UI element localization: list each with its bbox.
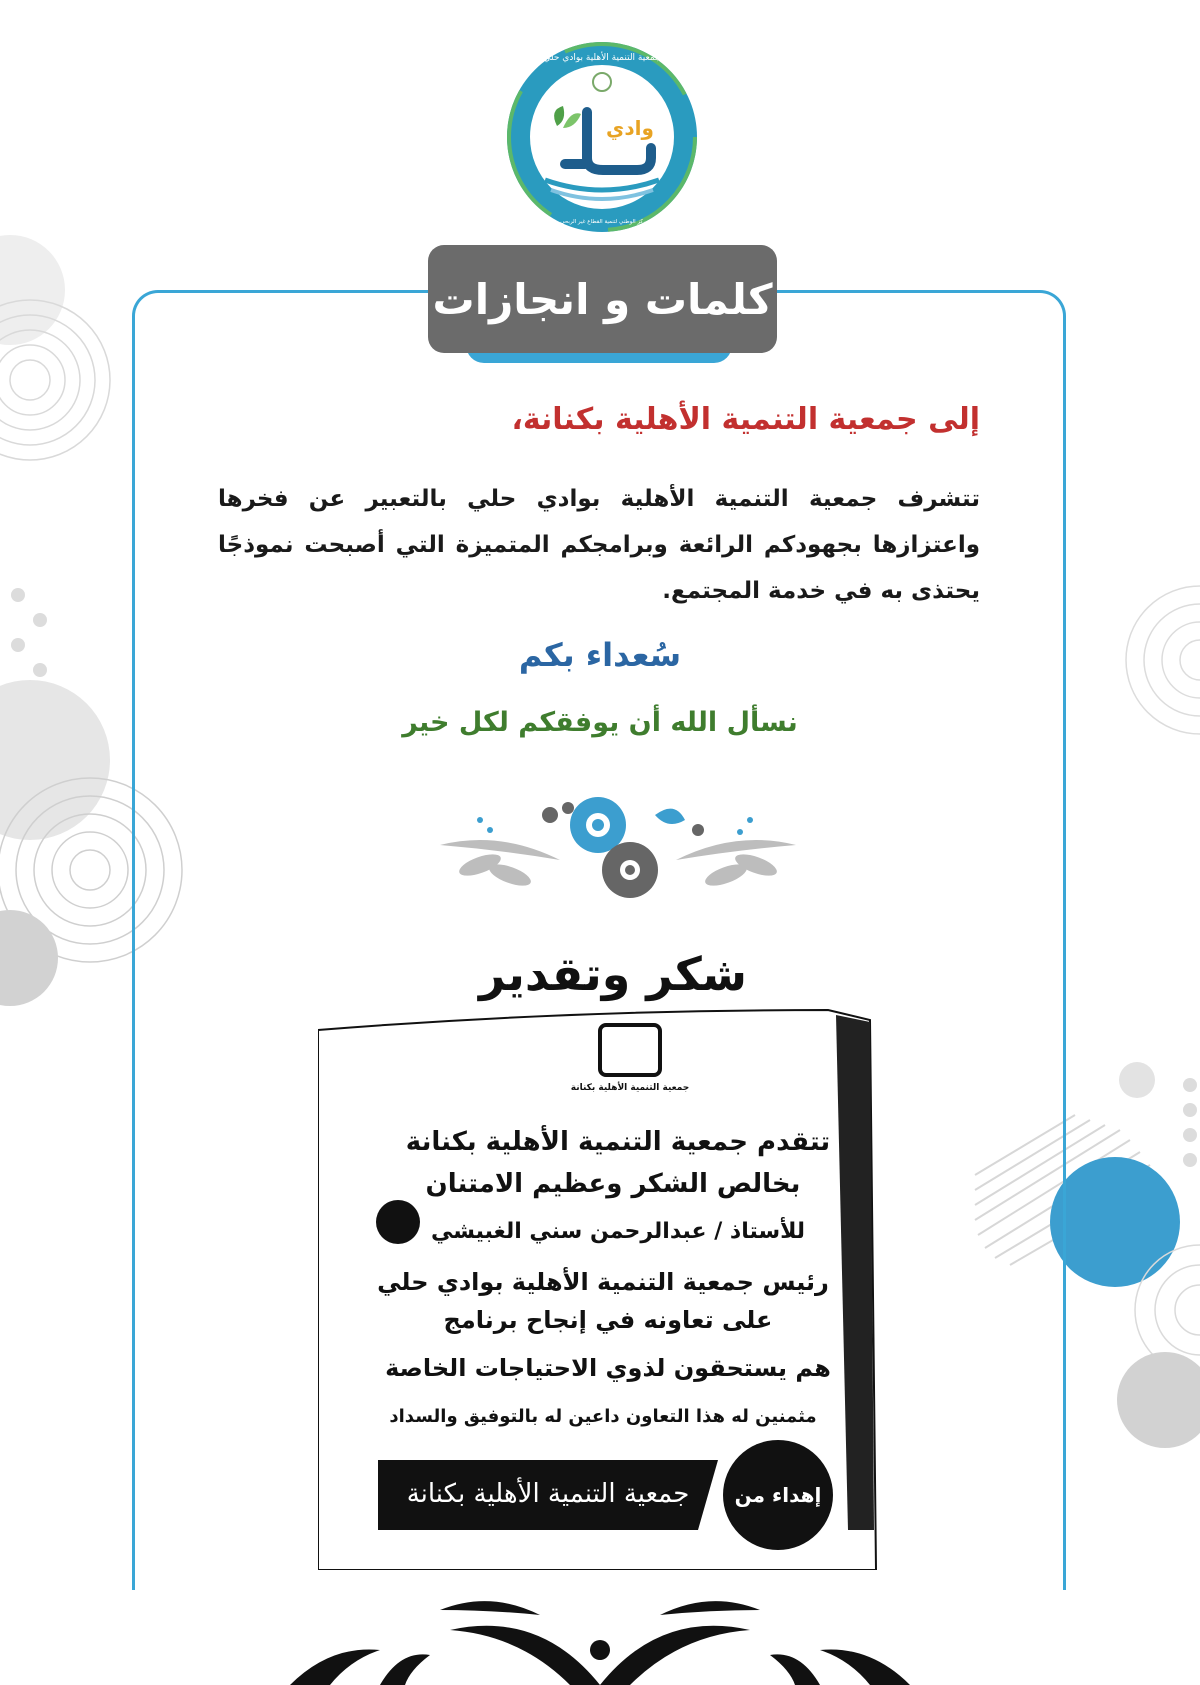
certificate-heading: شكر وتقدير (478, 947, 748, 1001)
certificate-line-2: بخالص الشكر وعظيم الامتنان (425, 1169, 801, 1199)
logo-ring-text: جمعية التنمية الأهلية بوادي حلي (543, 53, 661, 63)
logo-wordmark: وادي (606, 116, 654, 140)
flower-ornament (440, 790, 796, 910)
bottom-ornament (290, 1590, 910, 1685)
certificate-banner: جمعية التنمية الأهلية بكنانة (406, 1479, 690, 1509)
certificate-line-6: هم يستحقون لذوي الاحتياجات الخاصة (385, 1354, 831, 1382)
certificate-line-7: مثمنين له هذا التعاون داعين له بالتوفيق والسداد (389, 1406, 817, 1427)
letter-prayer: نسأل الله أن يوفقكم لكل خير (402, 707, 798, 738)
certificate-logo-caption: جمعية التنمية الأهلية بكنانة (570, 1083, 690, 1093)
letter-closing: سُعداء بكم (518, 636, 682, 674)
certificate-line-4: رئيس جمعية التنمية الأهلية بوادي حلي (377, 1268, 829, 1296)
letter-addressee: إلى جمعية التنمية الأهلية بكنانة، (511, 402, 980, 437)
organization-logo (505, 40, 699, 234)
certificate-line-1: تتقدم جمعية التنمية الأهلية بكنانة (405, 1127, 831, 1157)
certificate-line-5: على تعاونه في إنجاح برنامج (443, 1306, 773, 1334)
letter-body: تتشرف جمعية التنمية الأهلية بوادي حلي بالتعبير عن فخرها واعتزازها بجهودكم الرائعة وبرامجكم المتميزة التي أصبحت نموذجًا يحتذى به في خدمة المجتمع. (218, 486, 980, 604)
page-title: كلمات و انجازات (428, 245, 777, 353)
certificate-gift-label: إهداء من (734, 1483, 822, 1507)
logo-ring-bottom-text: مسجلة بالمركز الوطني لتنمية القطاع غير الربحي برقم 4267 (531, 219, 673, 225)
thank-you-certificate (318, 930, 878, 1570)
certificate-line-3: للأستاذ / عبدالرحمن سني الغبيشي (430, 1219, 806, 1244)
